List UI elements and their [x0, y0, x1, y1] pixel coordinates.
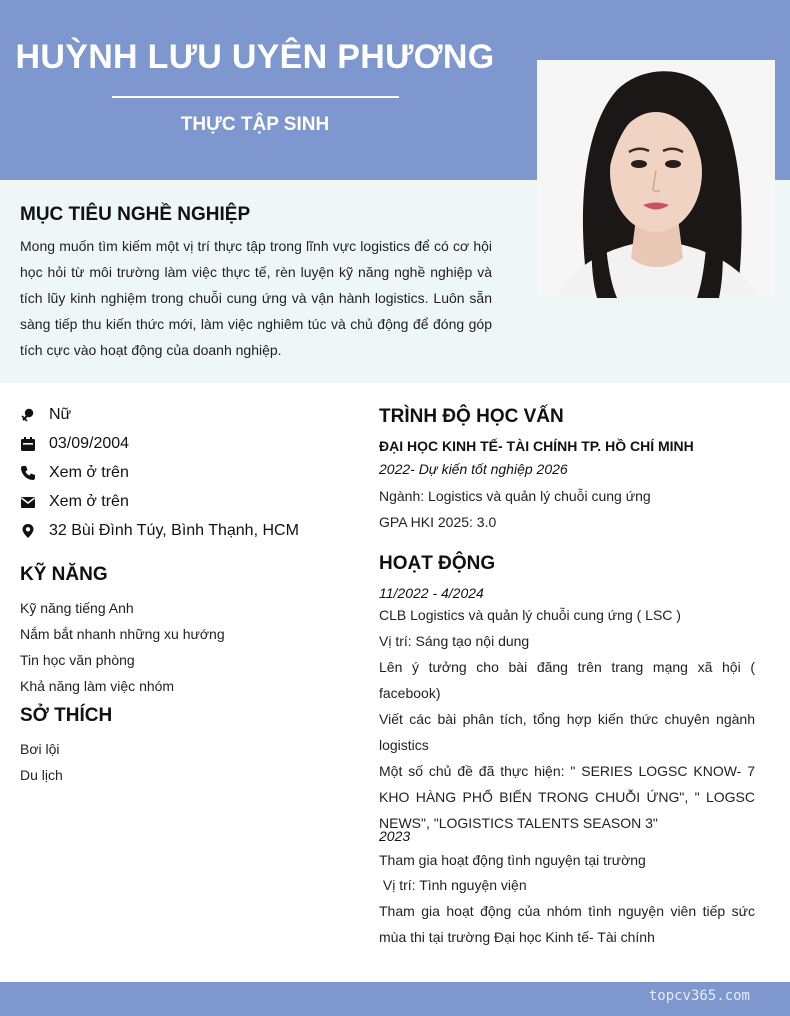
activity-line: Một số chủ đề đã thực hiện: " SERIES LOGSC KNOW- 7 KHO HÀNG PHỔ BIẾN TRONG CHUỖI ỨNG", " LOGSC NEWS", "LOGISTICS TALENTS SEASON 3"	[379, 763, 755, 831]
activity-details	[379, 848, 755, 950]
activity-line: Vị trí: Tình nguyện viện	[379, 877, 527, 893]
footer-bar	[0, 982, 790, 1016]
objective-text: Mong muốn tìm kiếm một vị trí thực tập trong lĩnh vực logistics để có cơ hội học hỏi từ môi trường làm việc thực tế, rèn luyện kỹ năng nghề nghiệp và tích lũy kinh nghiệm trong chuỗi cung ứng và vận hành logistics. Luôn sẵn sàng tiếp thu kiến thức mới, làm việc nghiêm túc và chủ động để đóng góp tích cực vào hoạt động của doanh nghiệp.	[20, 238, 492, 358]
contact-phone	[20, 458, 360, 487]
activity-line: Lên ý tưởng cho bài đăng trên trang mạng xã hội ( facebook)	[379, 659, 755, 701]
activity-period: 11/2022 - 4/2024	[379, 585, 484, 601]
contact-text: Nữ	[49, 405, 72, 423]
objective-title: MỤC TIÊU NGHỀ NGHIỆP	[20, 204, 251, 225]
contact-list	[20, 400, 360, 545]
list-item: Du lịch	[20, 767, 63, 783]
contact-gender	[20, 400, 360, 429]
profile-photo	[537, 60, 775, 298]
list-item: Tin học văn phòng	[20, 652, 135, 668]
activity-line: Viết các bài phân tích, tổng hợp kiến thức chuyên ngành logistics	[379, 711, 755, 753]
education-details	[379, 483, 755, 535]
activity-line: Tham gia hoạt động tình nguyện tại trường	[379, 852, 646, 868]
hobbies-list	[20, 736, 350, 788]
candidate-name: HUỲNH LƯU UYÊN PHƯƠNG	[15, 38, 495, 76]
phone-icon	[20, 465, 36, 481]
contact-email	[20, 487, 360, 516]
portrait-image	[537, 60, 775, 298]
gender-icon	[20, 407, 36, 423]
location-icon	[20, 523, 36, 539]
watermark: topcv365.com	[648, 988, 750, 1004]
list-item: Kỹ năng tiếng Anh	[20, 600, 134, 616]
contact-birthdate	[20, 429, 360, 458]
education-line: GPA HKI 2025: 3.0	[379, 514, 497, 530]
contact-text: 32 Bùi Đình Túy, Bình Thạnh, HCM	[49, 521, 299, 539]
hobbies-title: SỞ THÍCH	[20, 705, 113, 726]
name-divider	[112, 96, 399, 98]
activity-line: Tham gia hoạt động của nhóm tình nguyện viên tiếp sức mùa thi tại trường Đại học Kinh tế- Tài chính	[379, 903, 755, 945]
activity-line: Vị trí: Sáng tạo nội dung	[379, 633, 530, 649]
list-item: Khả năng làm việc nhóm	[20, 678, 175, 694]
list-item: Nắm bắt nhanh những xu hướng	[20, 626, 225, 642]
skills-list	[20, 595, 350, 699]
activity-details	[379, 605, 755, 836]
email-icon	[20, 494, 36, 510]
contact-text: 03/09/2004	[49, 434, 130, 452]
education-period: 2022- Dự kiến tốt nghiệp 2026	[379, 461, 568, 477]
activities-title: HOẠT ĐỘNG	[379, 553, 496, 574]
school-name: ĐẠI HỌC KINH TẾ- TÀI CHÍNH TP. HỒ CHÍ MINH	[379, 438, 694, 454]
calendar-icon	[20, 436, 36, 452]
skills-title: KỸ NĂNG	[20, 564, 108, 585]
activity-period: 2023	[379, 828, 411, 844]
activity-line: CLB Logistics và quản lý chuỗi cung ứng ( LSC )	[379, 607, 681, 623]
contact-text: Xem ở trên	[49, 492, 129, 510]
education-title: TRÌNH ĐỘ HỌC VẤN	[379, 406, 564, 427]
job-title: THỰC TẬP SINH	[180, 114, 330, 135]
education-line: Ngành: Logistics và quản lý chuỗi cung ứng	[379, 488, 651, 504]
contact-address	[20, 516, 360, 545]
list-item: Bơi lội	[20, 741, 60, 757]
contact-text: Xem ở trên	[49, 463, 129, 481]
